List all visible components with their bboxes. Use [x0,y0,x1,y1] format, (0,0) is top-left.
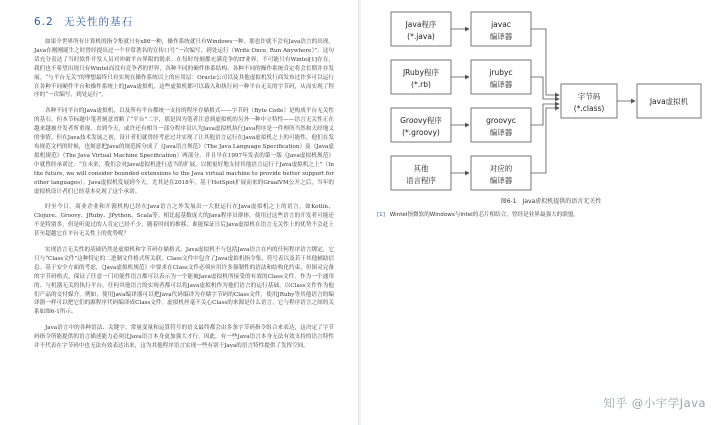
bytecode-label: 字节码 [577,92,601,101]
jrubyc-compiler-box [471,60,531,94]
jrubyc-sub: 编译器 [489,80,513,89]
paragraph-5: Java语言中的各种语法、关键字、常量变量和运算符号的语义最终都会由多条字节码指令组合来表达，这决定了字节码指令所能提供的语言描述能力必须比Java语言本身更加强大才行。因此，有一些Java语言本身无法有效支持的语言特性并不代表在字节码中也无法有效表达出来，这为其他程序语言实现一些有别于Java的语言特性提供了发挥空间。 [34,325,334,350]
footnote-mark: [1] [377,212,385,218]
other-program-box [391,156,451,190]
arrow-javac-bytecode [531,29,559,95]
groovy-program-label: Groovy程序 [400,116,442,125]
other-compiler-box [471,156,531,190]
other-compiler-label: 对应的 [489,164,513,173]
jruby-program-ext: (*.rb) [411,80,431,89]
groovyc-compiler-box [471,108,531,142]
groovy-program-box [391,108,451,142]
bytecode-ext: (*.class) [573,104,605,113]
jrubyc-label: jrubyc [489,68,513,77]
java-program-label: Java程序 [405,20,437,29]
arrow-other-bytecode [531,108,559,173]
language-independence-diagram [361,0,720,210]
java-program-box [391,12,451,46]
paragraph-1: 如果全世界所有计算机的指令集就只有x86一种，操作系统就只有Windows一种，那也许就不会有Java语言的出现。Java在刚刚诞生之时曾经提出过一个非常著名的宣传口号“一次编写，到处运行（Write Once, Run Anywhere）”，这句话充分表达了当时软件开发人员对冲破平台界限的渴求。在每时每刻都充满竞争的IT业界，不可能只有Wintel[1]存在，我们也不希望出现只有Wintel而没有竞争者的世界，各种不同的硬件体系结构、各种不同的操作系统肯定将会长期并存发展。“与平台无关”的理想最终只有实现在操作系统以上的应用层：Oracle公司以及其他虚拟机发行商发布过许多可以运行在各种不同硬件平台和操作系统上的Java虚拟机，这些虚拟机都可以载入和执行同一种平台无关的字节码，从而实现了程序的“一次编写，到处运行”。 [34,39,334,99]
bytecode-box [561,84,617,118]
arrow-groovyc-bytecode [531,104,559,125]
figure-caption: 图6-1 Java虚拟机提供的语言无关性 [500,198,602,205]
body-text [34,38,334,356]
groovyc-sub: 编译器 [489,128,513,137]
zhihu-watermark: 知乎 @小宇学Java [603,396,706,410]
right-page [361,0,720,425]
footnote [377,210,707,218]
other-program-label: 其他 [413,164,429,173]
paragraph-2: 各种不同平台的Java虚拟机，以及所有平台都统一支持的程序存储格式——字节码（Byte Code）是构成平台无关性的基石，但本节标题中笔者刻意省略了“平台”二字，那是因为笔者注意到虚拟机的另外一种中立特性——语言无关性正在越来越被开发者所重视。直到今天，或许还有相当一部分程序员认为Java虚拟机执行Java程序是一件理所当然和天经地义的事情。但在Java技术发展之初，设计者们就曾经考虑过并实现了让其他语言运行在Java虚拟机之上的可能性，他们在发布规范文档的时候，也刻意把Java的规范拆分成了《Java语言规范》（The Java Language Specification）及《Java虚拟机规范》（The Java Virtual Machine Specification）两部分。并且早在1997年发表的第一版《Java虚拟机规范》中就曾经承诺过：“在未来，我们会对Java虚拟机进行适当的扩展，以便更好地支持其他语言运行于Java虚拟机之上”（In the future, we will consider bounded extensions to the Java virtual machine to provide better support for other languages）。Java虚拟机发展到今天，尤其是在2018年，基于HotSpot扩展而来的GraalVM公开之后，当年的虚拟机设计者们已经基本兑现了这个承诺。 [34,108,334,195]
arrow-jrubyc-bytecode [531,77,559,99]
javac-sub: 编译器 [489,32,513,41]
java-program-ext: (*.java) [407,32,435,41]
jruby-program-label: JRuby程序 [402,68,440,77]
javac-compiler-box [471,12,531,46]
groovy-program-ext: (*.groovy) [402,128,440,137]
jvm-label: Java虚拟机 [649,97,689,106]
paragraph-3: 时至今日，商业企业和开源机构已经在Java语言之外发展出一大批运行在Java虚拟机之上的语言，如Kotlin、Clojure、Groovy、JRuby、JPython、Scala等。相比起基数庞大的Java程序员群体，使用过这些语言的开发者可能还不是特别多，但是听说过的人肯定已经不少，随着时间的推移，谁能保证日后Java虚拟机在语言无关性上的优势不会赶上甚至超越它在平台无关性上的优势呢？ [34,204,334,238]
paragraph-4: 实现语言无关性的基础仍然是虚拟机和字节码存储格式。Java虚拟机不与包括Java语言在内的任何程序语言绑定，它只与“Class文件”这种特定的二进制文件格式所关联，Class文件中包含了Java虚拟机指令集、符号表以及若干其他辅助信息。基于安全方面的考虑，《Java虚拟机规范》中要求在Class文件必须应用许多强制性的语法和结构化约束，但图灵完备的字节码格式，保证了任意一门功能性语言都可以表示为一个能被Java虚拟机所接受的有效的Class文件。作为一个通用的、与机器无关的执行平台，任何其他语言的实现者都可以将Java虚拟机作为他们语言的运行基础，以Class文件作为他们产品的交付媒介。例如，使用Java编译器可以把Java代码编译为存储字节码的Class文件，使用JRuby等其他语言的编译器一样可以把它们的源程序代码编译成Class文件。虚拟机丝毫不关心Class的来源是什么语言，它与程序语言之间的关系如图6-1所示。 [34,247,334,316]
jruby-program-box [391,60,451,94]
other-compiler-sub: 编译器 [489,176,513,185]
section-heading: 无关性的基石 [64,16,134,28]
other-program-ext: 语言程序 [406,176,436,185]
groovyc-label: groovyc [486,116,516,125]
jvm-box [637,84,701,118]
section-number: 6.2 [34,16,54,28]
footnote-text: Wintel指微软的Windows与Intel的芯片相结合，曾经是业界最强大的联盟。 [389,212,580,218]
javac-label: javac [491,20,511,29]
section-title [34,14,133,29]
